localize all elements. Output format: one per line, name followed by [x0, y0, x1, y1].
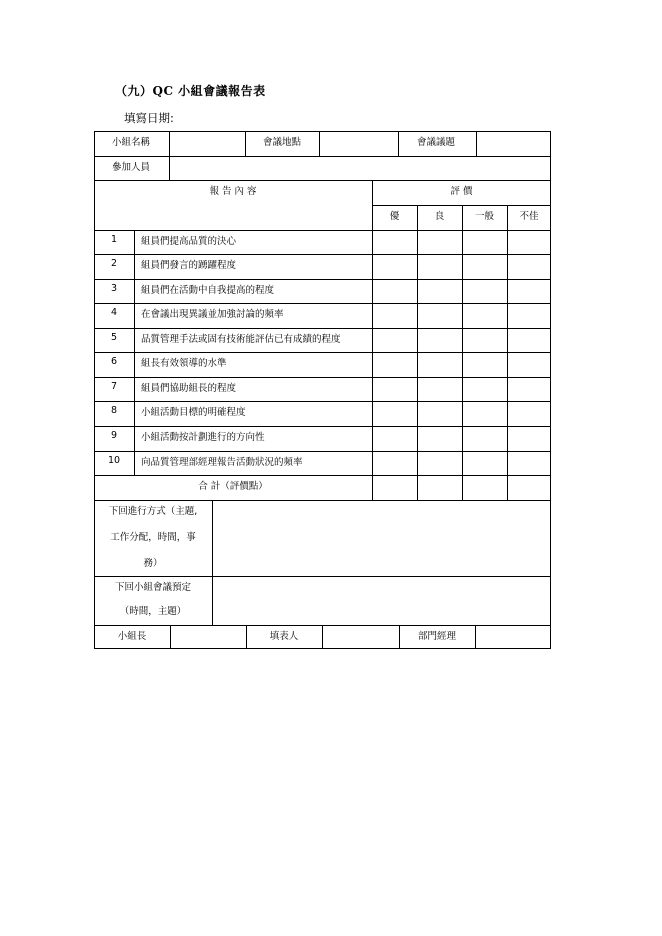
- grade-excellent-header: 優: [389, 211, 400, 222]
- item-text: 在會議出現異議並加強討論的頻率: [141, 309, 284, 320]
- item-number: 9: [111, 430, 118, 441]
- item-text: 向品質管理部經理報告活動狀況的頻率: [141, 457, 303, 468]
- row-divider: [94, 230, 551, 231]
- group-name-field[interactable]: [170, 132, 245, 156]
- next-method-label: 工作分配，時間，事: [110, 532, 196, 543]
- row-divider: [94, 303, 551, 304]
- item-number: 4: [111, 307, 118, 318]
- group-name-label: 小組名稱: [112, 137, 151, 148]
- next-meeting-label: 下回小組會議預定: [114, 582, 191, 593]
- item-number: 7: [111, 381, 118, 392]
- row-divider: [94, 328, 551, 329]
- item-text: 組員們在活動中自我提高的程度: [141, 285, 275, 296]
- location-label: 會議地點: [263, 137, 302, 148]
- filler-signature-field[interactable]: [323, 626, 399, 649]
- item-text: 小組活動目標的明確程度: [141, 407, 246, 418]
- item-number: 2: [111, 258, 118, 269]
- row-divider: [94, 451, 551, 452]
- item-number: 6: [111, 356, 118, 367]
- topic-label: 會議議題: [417, 137, 456, 148]
- topic-field[interactable]: [477, 132, 550, 156]
- row-divider: [94, 180, 551, 181]
- col-divider: [372, 180, 373, 500]
- row-divider: [94, 254, 551, 255]
- location-field[interactable]: [320, 132, 398, 156]
- total-label: 合 計（評價點）: [198, 481, 268, 492]
- manager-signature-field[interactable]: [476, 626, 550, 649]
- row-divider: [94, 279, 551, 280]
- evaluation-header: 評 價: [450, 186, 473, 197]
- item-number: 5: [111, 332, 118, 343]
- grade-good-header: 良: [434, 211, 445, 222]
- row-divider: [94, 426, 551, 427]
- leader-label: 小組長: [117, 631, 147, 642]
- item-number: 10: [108, 455, 121, 466]
- item-number: 3: [111, 283, 118, 294]
- fill-date-label: 填寫日期:: [124, 111, 174, 125]
- col-divider: [462, 205, 463, 500]
- item-number: 1: [111, 234, 118, 245]
- report-content-header: 報 告 內 容: [209, 186, 257, 197]
- grade-poor-header: 不佳: [519, 211, 539, 222]
- item-number: 8: [111, 405, 118, 416]
- col-divider: [417, 205, 418, 500]
- item-text: 組員們協助組長的程度: [141, 383, 237, 394]
- col-divider: [507, 205, 508, 500]
- row-divider: [94, 475, 551, 476]
- next-meeting-label: （時間，主題）: [119, 606, 187, 617]
- filler-label: 填表人: [269, 631, 299, 642]
- row-divider: [94, 377, 551, 378]
- col-divider: [398, 131, 399, 156]
- next-method-label: 務）: [143, 558, 163, 569]
- manager-label: 部門經理: [417, 631, 456, 642]
- participants-label: 參加人員: [112, 162, 151, 173]
- item-text: 小組活動按計劃進行的方向性: [141, 432, 265, 443]
- next-method-label: 下回進行方式（主題,: [108, 506, 198, 517]
- col-divider: [245, 131, 246, 156]
- row-divider: [94, 352, 551, 353]
- item-text: 品質管理手法或固有技術能評估已有成績的程度: [141, 334, 341, 345]
- item-text: 組員們提高品質的決心: [141, 236, 237, 247]
- item-text: 組員們發言的踴躍程度: [141, 260, 237, 271]
- next-method-field[interactable]: [213, 501, 550, 576]
- grade-average-header: 一般: [474, 211, 494, 222]
- page-title: （九）QC 小組會議報告表: [115, 84, 266, 98]
- participants-field[interactable]: [170, 157, 550, 180]
- row-divider: [94, 401, 551, 402]
- leader-signature-field[interactable]: [171, 626, 246, 649]
- col-divider: [134, 230, 135, 475]
- next-meeting-field[interactable]: [213, 577, 550, 625]
- item-text: 組長有效領導的水準: [141, 358, 227, 369]
